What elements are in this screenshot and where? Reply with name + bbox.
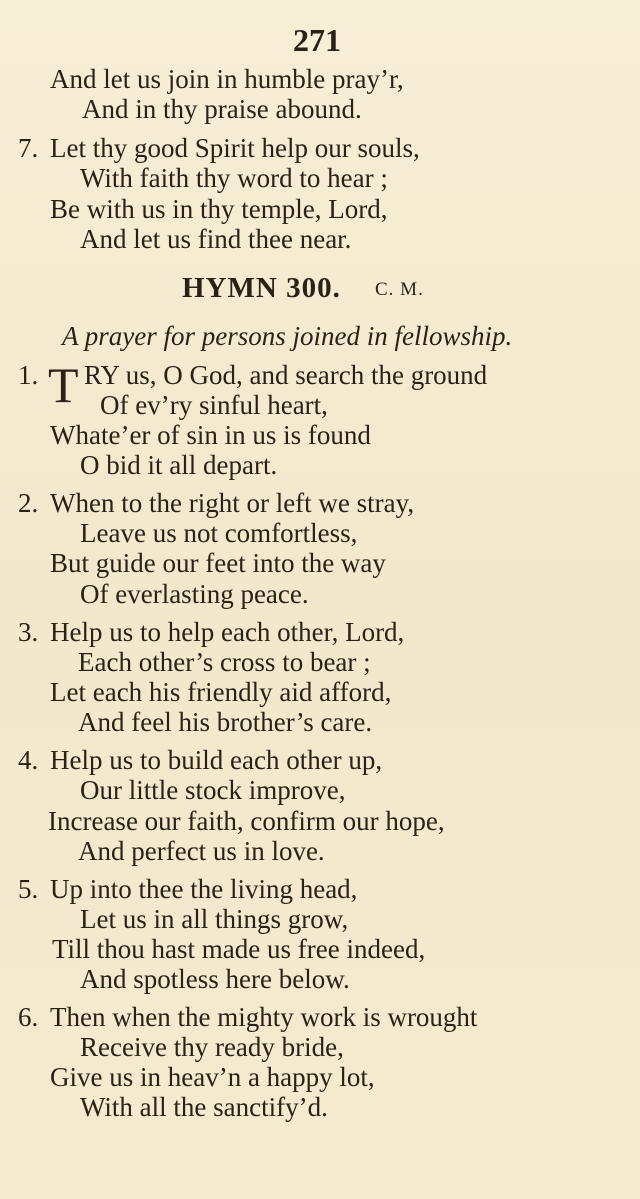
verse-number: 6.	[18, 1002, 39, 1032]
verse-line: Of ev’ry sinful heart,	[100, 390, 328, 420]
verse-line: RY us, O God, and search the ground	[84, 360, 488, 390]
verse-number: 2.	[18, 488, 39, 518]
verse-line: Let thy good Spirit help our souls,	[50, 133, 420, 163]
page-number: 271	[293, 22, 341, 58]
verse-number: 7.	[18, 133, 39, 163]
verse-line: Receive thy ready bride,	[80, 1032, 344, 1062]
verse-line: Let us in all things grow,	[80, 904, 349, 934]
drop-cap: T	[48, 357, 79, 413]
verse-line: Our little stock improve,	[80, 775, 346, 805]
verse-line: And let us join in humble pray’r,	[50, 64, 404, 94]
verse-line: And perfect us in love.	[78, 836, 325, 866]
verse-number: 1.	[18, 360, 39, 390]
verse-line: Give us in heav’n a happy lot,	[50, 1062, 375, 1092]
verse-line: Then when the mighty work is wrought	[50, 1002, 478, 1032]
hymn-subtitle: A prayer for persons joined in fellowship.	[62, 321, 513, 351]
verse-line: O bid it all depart.	[80, 450, 278, 480]
verse-line: Be with us in thy temple, Lord,	[50, 194, 388, 224]
hymn-meter: C. M.	[375, 279, 424, 300]
verse-line: Let each his friendly aid afford,	[50, 677, 392, 707]
verse-number: 4.	[18, 745, 39, 775]
verse-number: 5.	[18, 874, 39, 904]
verse-line: Leave us not comfortless,	[80, 518, 358, 548]
verse-line: But guide our feet into the way	[50, 548, 386, 578]
verse-line: Up into thee the living head,	[50, 874, 358, 904]
verse-line: And spotless here below.	[80, 964, 350, 994]
verse-line: When to the right or left we stray,	[50, 488, 415, 518]
verse-line: And let us find thee near.	[80, 224, 352, 254]
verse-line: And feel his brother’s care.	[78, 707, 373, 737]
verse-line: With all the sanctify’d.	[80, 1092, 328, 1122]
verse-line: Help us to help each other, Lord,	[50, 617, 405, 647]
verse-line: Whate’er of sin in us is found	[50, 420, 371, 450]
verse-line: Each other’s cross to bear ;	[78, 647, 371, 677]
verse-line: Till thou hast made us free indeed,	[52, 934, 426, 964]
verse-number: 3.	[18, 617, 39, 647]
verse-line: With faith thy word to hear ;	[80, 163, 388, 193]
verse-line: Help us to build each other up,	[50, 745, 383, 775]
verse-line: Increase our faith, confirm our hope,	[48, 806, 445, 836]
verse-line: And in thy praise abound.	[82, 94, 362, 124]
hymn-title: HYMN 300.	[182, 272, 341, 304]
verse-line: Of everlasting peace.	[80, 579, 309, 609]
